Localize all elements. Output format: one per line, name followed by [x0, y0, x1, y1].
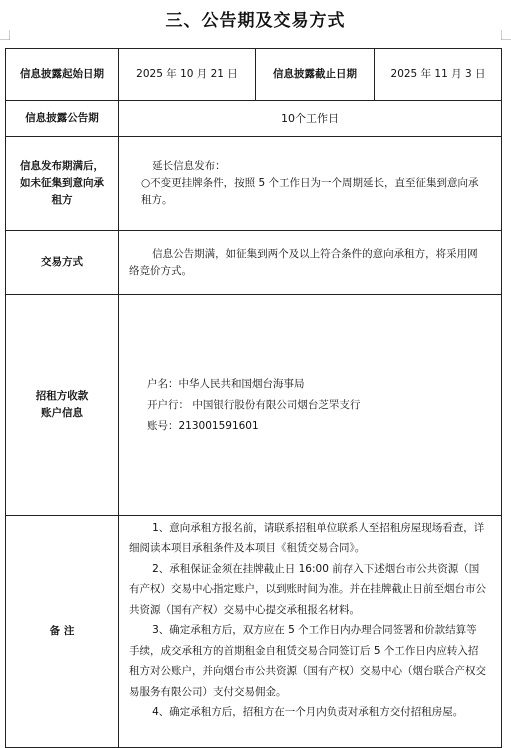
extension-row	[6, 137, 502, 231]
trading-method-row	[6, 231, 502, 295]
extension-heading: 延长信息发布：	[152, 160, 226, 173]
account-info-label	[6, 295, 119, 516]
trading-method-text: 信息公告期满，如征集到两个及以上符合条件的意向承租方，将采用网络竞价方式。	[129, 247, 478, 277]
extension-label-line: 如未征集到意向承	[20, 177, 104, 190]
end-date-label: 信息披露截止日期	[256, 49, 375, 101]
account-name: 户名：中华人民共和国烟台海事局	[147, 377, 305, 390]
account-label-line: 账户信息	[41, 407, 83, 419]
corner-mark-icon	[501, 30, 511, 40]
remarks-row	[6, 516, 502, 748]
remarks-label: 备 注	[6, 516, 119, 748]
account-bank: 开户行： 中国银行股份有限公司烟台芝罘支行	[147, 398, 361, 411]
period-label: 信息披露公告期	[6, 101, 119, 137]
period-value: 10个工作日	[119, 101, 502, 137]
corner-mark-icon	[0, 30, 10, 40]
trading-method-cell	[119, 231, 502, 295]
extension-option: ○不变更挂牌条件，按照 5 个工作日为一个周期延长，直至征集到意向承租方。	[141, 177, 479, 206]
trading-method-label: 交易方式	[6, 231, 119, 295]
account-info-content	[119, 295, 502, 516]
start-date-value: 2025 年 10 月 21 日	[119, 49, 256, 101]
disclosure-dates-row	[6, 49, 502, 101]
announcement-table	[5, 48, 502, 748]
remark-item: 2、承租保证金须在挂牌截止日 16:00 前存入下述烟台市公共资源（国有产权）交易中心指定账户，以到账时间为准。并在挂牌截止日前至烟台市公共资源（国有产权）交易中心提交承租报名材料。	[129, 562, 486, 616]
account-number: 账号：213001591601	[147, 419, 259, 432]
start-date-label: 信息披露起始日期	[6, 49, 119, 101]
extension-label-line: 租方	[51, 193, 73, 206]
disclosure-period-row	[6, 101, 502, 137]
account-info-row	[6, 295, 502, 516]
remarks-content	[119, 516, 502, 748]
account-label-line: 招租方收款	[35, 390, 89, 403]
remark-item: 3、确定承租方后，双方应在 5 个工作日内办理合同签署和价款结算等手续，成交承租方的首期租金自租赁交易合同签订后 5 个工作日内应转入招租方对公账户，并向烟台市公共资源（国有产权）交易中心（烟台联合产权交易服务有限公司）支付交易佣金。	[129, 624, 486, 698]
remark-item: 4、确定承租方后，招租方在一个月内负责对承租方交付招租房屋。	[152, 706, 464, 719]
remark-item: 1、意向承租方报名前，请联系招租单位联系人至招租房屋现场看查，详细阅读本项目承租条件及本项目《租赁交易合同》。	[129, 522, 485, 555]
extension-content	[119, 137, 502, 231]
extension-label-line: 信息发布期满后，	[20, 160, 104, 173]
extension-label	[6, 137, 119, 231]
section-title: 三、公告期及交易方式	[165, 11, 346, 31]
end-date-value: 2025 年 11 月 3 日	[375, 49, 502, 101]
